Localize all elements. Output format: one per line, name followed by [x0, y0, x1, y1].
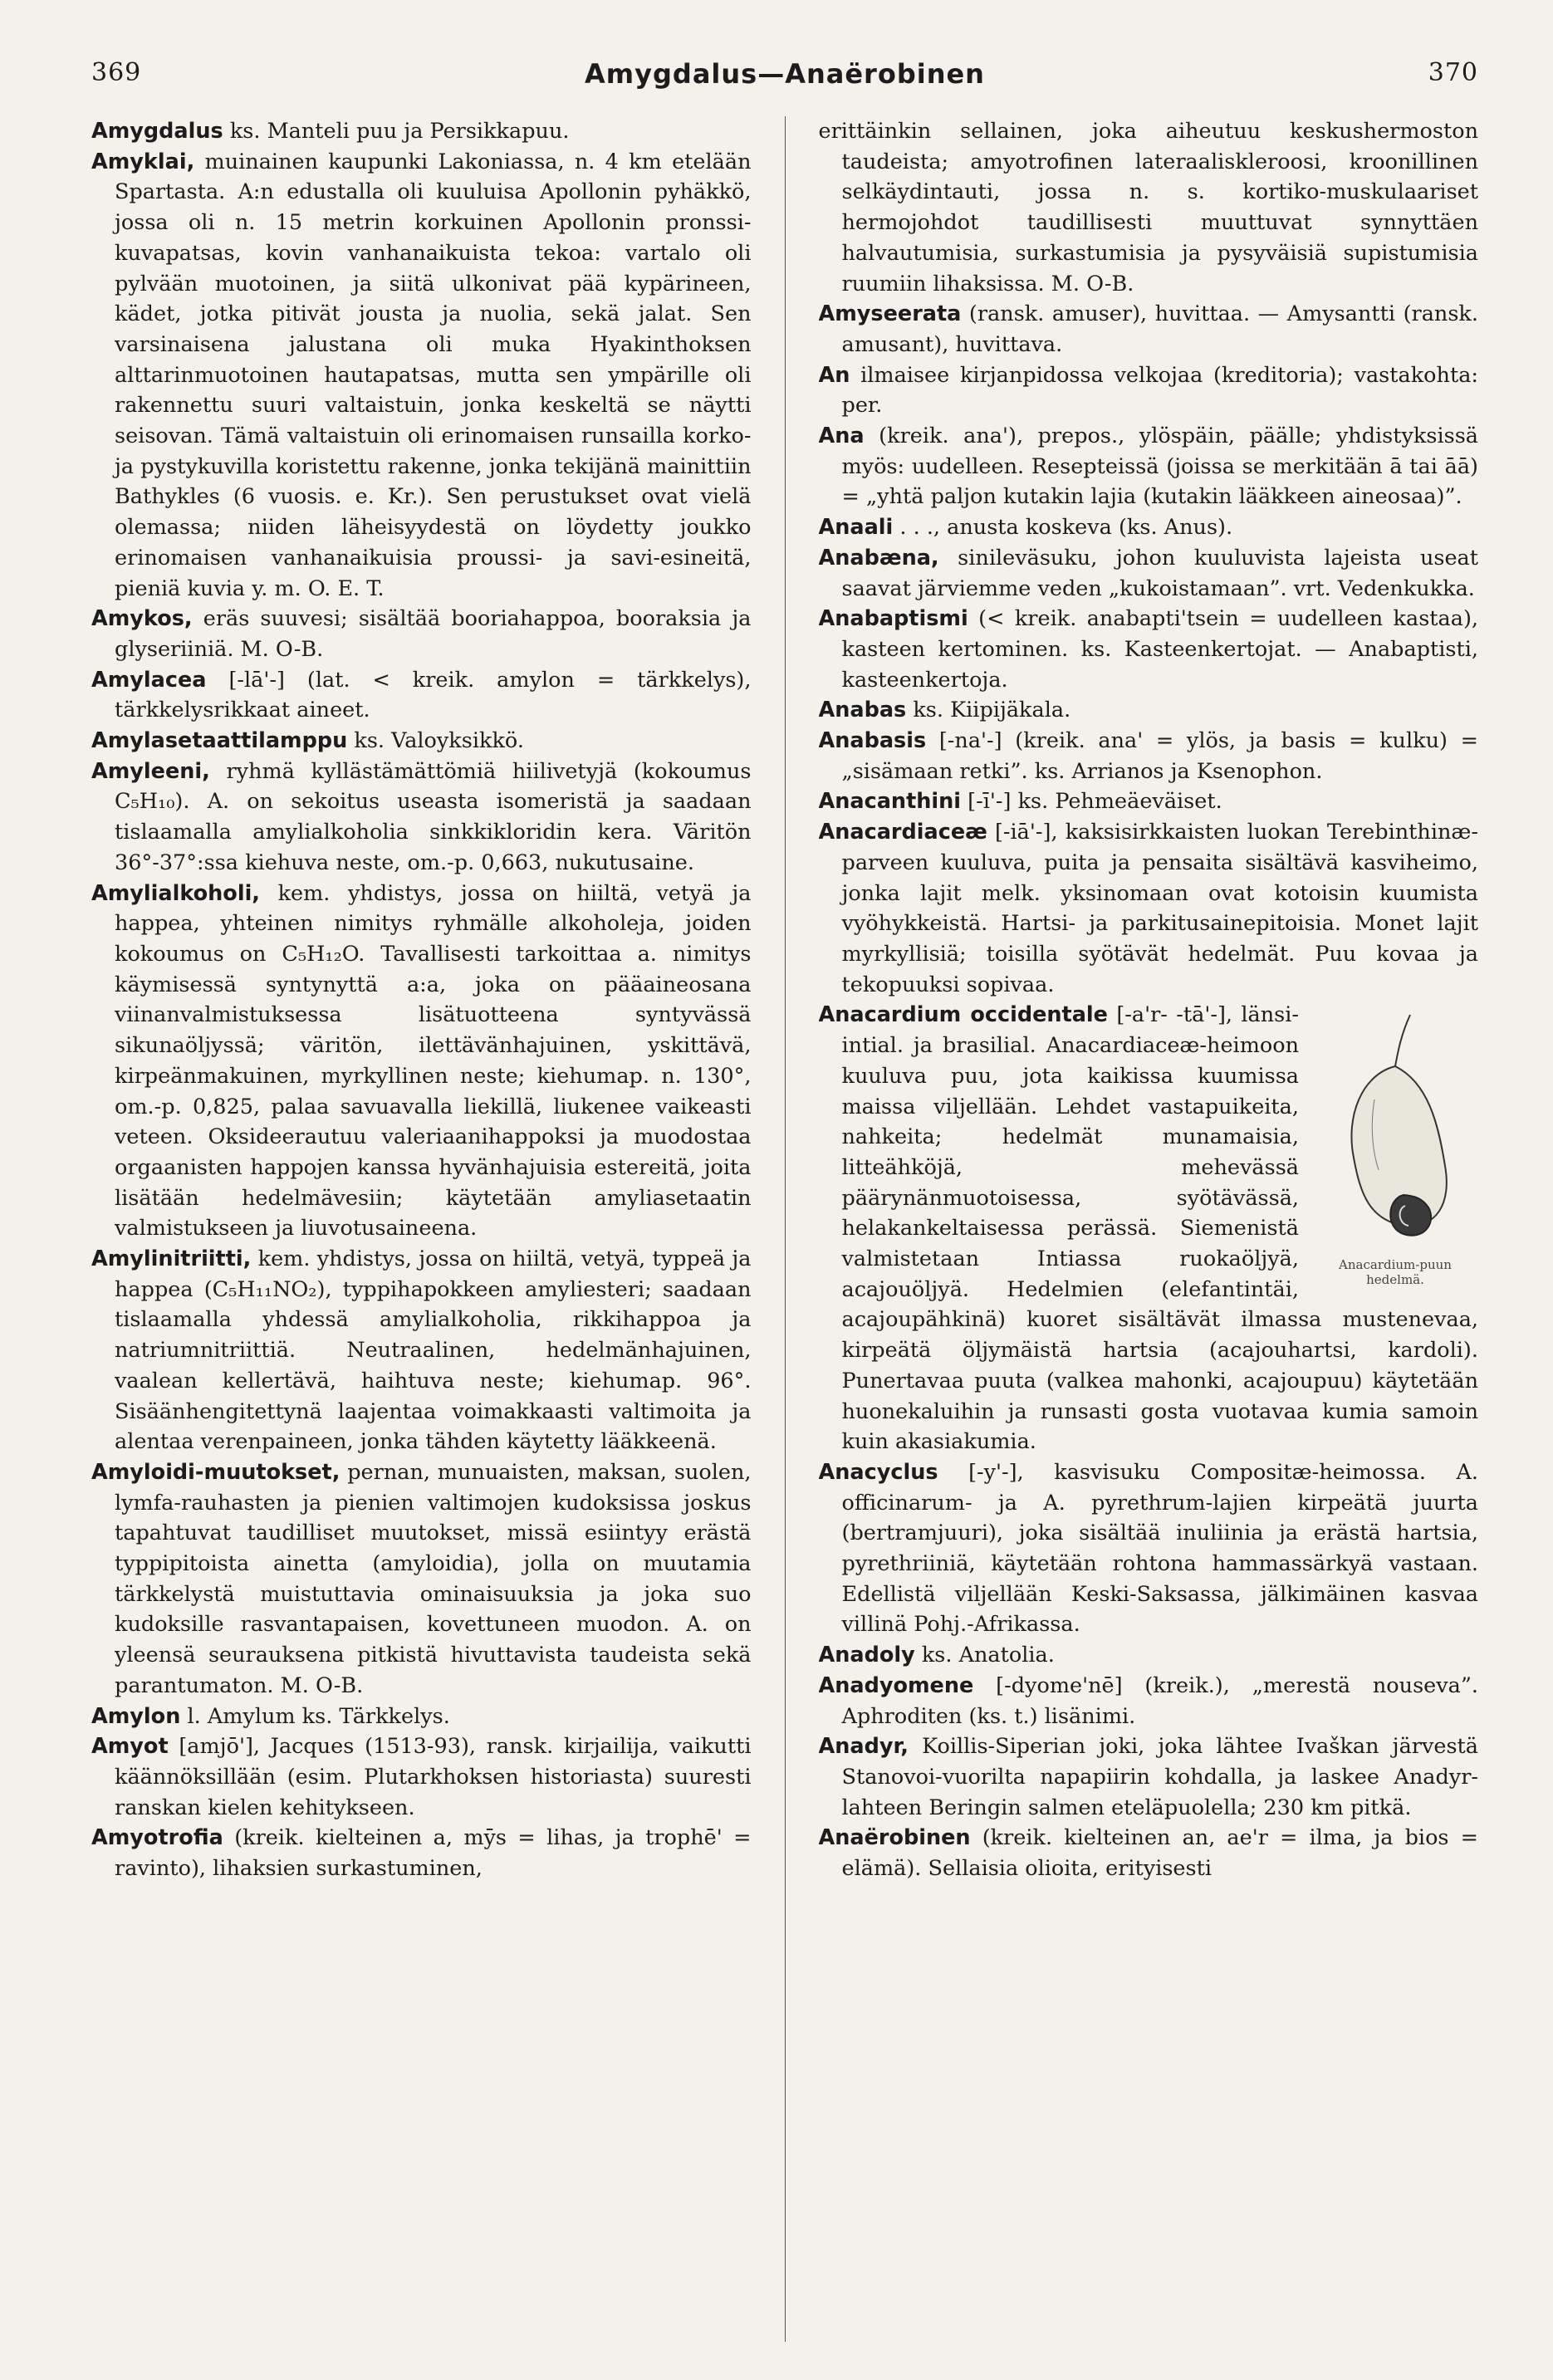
entry-text: pernan, munuaisten, maksan, suolen, lymfa-rauhasten ja pienien valtimojen kudoksissa joskus tapahtuvat taudilliset muutokset, missä esiintyy erästä typpipitoista ainetta (amyloidia), jolla on muutamia tärkkelystä muistuttavia ominaisuuksia ja joka suo kudoksille rasvantapaisen, kovettuneen muodon. A. on yleensä seurauksena pitkistä hivuttavista taudeista sekä parantumaton. M. O-B.: [115, 1459, 752, 1698]
dictionary-entry: [819, 360, 1479, 421]
entry-text: ks. Kiipijäkala.: [906, 698, 1071, 723]
entry-headword: Anacardium occidentale: [818, 1002, 1108, 1028]
entry-text: kem. yhdistys, jossa on hiiltä, vetyä, typpeä ja happea (C₅H₁₁NO₂), typpihapokkeen amyliesteri; saadaan tislaamalla yhdessä amylialkoholia, rikkihappoa ja natriumnitriittiä. Neutraalinen, hedelmänhajuinen, vaalean kellertävä, haihtuva neste; kiehumap. 96°. Sisäänhengitettynä laajentaa voimakkaasti valtimoita ja alentaa verenpaineen, jonka tähden käytetty lääkkeenä.: [115, 1246, 752, 1455]
entry-text: [-y'-], kasvisuku Compositæ-heimossa. A. officinarum- ja A. pyrethrum-lajien kirpeätä juurta (bertramjuuri), joka sisältää inuliinia ja erästä hartsia, pyrethriiniä, käytetään rohtona hammassärkyä vastaan. Edellistä viljellään Keski-Saksassa, jälkimäinen kasvaa villinä Pohj.-Afrikassa.: [841, 1459, 1478, 1638]
entry-headword: Amyloidi-muutokset,: [91, 1459, 340, 1485]
entry-headword: Anacanthini: [818, 789, 962, 815]
dictionary-entry: [91, 147, 752, 605]
dictionary-entry: [91, 1702, 752, 1732]
dictionary-entry: [91, 879, 752, 1244]
dictionary-entry: [819, 1640, 1479, 1671]
dictionary-entry: [91, 1823, 752, 1883]
entry-text: kem. yhdistys, jossa on hiiltä, vetyä ja happea, yhteinen nimitys ryhmälle alkoholeja, joiden kokoumus on C₅H₁₂O. Tavallisesti tarkoittaa a. nimitys käymisessä syntynyttä a:a, joka on pääaineosana viinanvalmistuksessa lisätuotteena syntyvässä sikunaöljyssä; väritön, ilettävänhajuinen, yskittävä, kirpeänmakuinen, myrkyllinen neste; kiehumap. n. 130°, om.-p. 0,825, palaa savuavalla liekillä, liukenee vaikeasti veteen. Oksideerautuu valeriaanihappoksi ja muodostaa orgaanisten happojen kanssa hyvänhajuisia estereitä, joita lisätään hedelmävesiin; käytetään amyliasetaatin valmistukseen ja liuvotusaineena.: [115, 880, 752, 1241]
entry-headword: Anabas: [818, 698, 907, 723]
dictionary-entry: [91, 604, 752, 664]
entry-headword: Amylasetaattilamppu: [91, 728, 348, 754]
entry-headword: Anaërobinen: [818, 1825, 971, 1851]
entry-text: ks. Manteli puu ja Persikkapuu.: [223, 119, 570, 144]
running-title: Amygdalus—Anaërobinen: [585, 58, 985, 90]
entry-headword: Anadyomene: [818, 1672, 974, 1698]
dictionary-entry: [819, 512, 1479, 543]
entry-text: (< kreik. anabapti'tsein = uudelleen kastaa), kasteen kertominen. ks. Kasteenkertojat. — Anabaptisti, kasteenkertoja.: [841, 606, 1478, 693]
dictionary-entry: [819, 1671, 1479, 1731]
dictionary-entry: [819, 786, 1479, 817]
columns: [91, 116, 1478, 2342]
entry-text: ks. Valoyksikkö.: [347, 728, 524, 754]
entry-text: (ransk. amuser), huvittaa. — Amysantti (ransk. amusant), huvittava.: [841, 301, 1478, 357]
entry-text: . . ., anusta koskeva (ks. Anus).: [893, 515, 1233, 541]
column-divider: [785, 116, 786, 2342]
entry-headword: Anadyr,: [818, 1734, 909, 1760]
cashew-fruit-illustration: [1312, 1008, 1478, 1257]
dictionary-entry: [819, 604, 1479, 695]
dictionary-entry: [819, 116, 1479, 299]
dictionary-entry: [91, 757, 752, 879]
entry-headword: Amylacea: [91, 667, 207, 693]
dictionary-entry: [819, 726, 1479, 786]
entry-headword: Anacardiaceæ: [818, 820, 987, 845]
dictionary-entry: [819, 299, 1479, 360]
dictionary-entry: [819, 695, 1479, 726]
figure-caption: Anacardium-puun hedelmä.: [1339, 1257, 1452, 1288]
entry-text: ryhmä kyllästämättömiä hiilivetyjä (kokoumus C₅H₁₀). A. on sekoitus useasta isomeristä ja saadaan tislaamalla amylialkoholia sinkkikloridin kera. Väritön 36°-37°:ssa kiehuva neste, om.-p. 0,663, nukutusaine.: [115, 758, 752, 875]
entry-headword: Amyot: [91, 1734, 169, 1760]
entry-headword: Anadoly: [818, 1643, 915, 1668]
dictionary-entry: [91, 1244, 752, 1457]
dictionary-entry: [819, 421, 1479, 512]
dictionary-entry: [819, 1457, 1479, 1640]
entry-headword: Anaali: [818, 515, 894, 541]
entry-text: (kreik. kielteinen a, mȳs = lihas, ja trophē' = ravinto), lihaksien surkastuminen,: [115, 1825, 752, 1882]
anacardium-figure: [1312, 1008, 1478, 1287]
entry-headword: An: [818, 362, 850, 388]
entry-text: [-na'-] (kreik. ana' = ylös, ja basis = kulku) = „sisämaan retki”. ks. Arrianos ja Ksenophon.: [841, 728, 1478, 784]
entry-text: erittäinkin sellainen, joka aiheutuu keskushermoston taudeista; amyotrofinen lateraaliskleroosi, kroonillinen selkäydintauti, jossa n. s. kortiko-muskulaariset hermojohdot taudillisesti muuttuvat synnyttäen halvautumisia, surkastumisia ja pysyväisiä supistumisia ruumiin lihaksissa. M. O-B.: [818, 119, 1478, 296]
dictionary-entry: [91, 1731, 752, 1823]
dictionary-entry: [819, 1731, 1479, 1823]
entry-text: [amjō'], Jacques (1513-93), ransk. kirjailija, vaikutti käännöksillään (esim. Plutarkhoksen historiasta) suuresti ranskan kielen kehitykseen.: [115, 1734, 752, 1820]
entry-text: ilmaisee kirjanpidossa velkojaa (kreditoria); vastakohta: per.: [841, 362, 1478, 419]
entry-headword: Ana: [818, 424, 865, 449]
entry-headword: Amyotrofia: [91, 1825, 223, 1851]
entry-headword: Amykos,: [91, 606, 193, 632]
dictionary-entry: [91, 1457, 752, 1702]
entry-text: eräs suuvesi; sisältää booriahappoa, booraksia ja glyseriiniä. M. O-B.: [115, 606, 752, 662]
entry-text: (kreik. ana'), prepos., ylöspäin, päälle; yhdistyksissä myös: uudelleen. Resepteissä (joissa se merkitään ā tai āā) = „yhtä paljon kutakin lajia (kutakin lääkkeen aineosaa)”.: [841, 424, 1478, 510]
entry-text: sinileväsuku, johon kuuluvista lajeista useat saavat järviemme veden „kukoistamaan”. vrt. Vedenkukka.: [841, 545, 1478, 601]
dictionary-entry: [91, 665, 752, 726]
page-number-left: 369: [91, 58, 142, 87]
entry-headword: Amylon: [91, 1703, 181, 1729]
entry-headword: Anabaptismi: [818, 606, 968, 632]
entry-headword: Anacyclus: [818, 1459, 938, 1485]
dictionary-entry: [819, 543, 1479, 604]
entry-text: muinainen kaupunki Lakoniassa, n. 4 km etelään Spartasta. A:n edustalla oli kuuluisa Apollonin pyhäkkö, jossa oli n. 15 metrin korkuinen Apollonin pronssi-kuvapatsas, kovin vanhanaikuista tekoa: vartalo oli pylvään muotoinen, ja siitä ulkonivat pää kypärineen, kädet, jotka pitivät jousta ja nuolia, sekä jalat. Sen varsinaisena jalustana oli muka Hyakinthoksen alttarinmuotoinen hautapatsas, mutta sen ympärille oli rakennettu suuri valtaistuin, jonka keskeltä se näytti seisovan. Tämä valtaistuin oli erinomaisen runsailla korko- ja pystykuvilla koristettu rakenne, jonka tekijänä mainittiin Bathykles (6 vuosis. e. Kr.). Sen perustukset ovat vielä olemassa; niiden läheisyydestä on löydetty joukko erinomaisen vanhanaikuisia proussi- ja savi-esineitä, pieniä kuvia y. m. O. E. T.: [115, 149, 752, 601]
entry-headword: Amyklai,: [91, 149, 195, 174]
entry-headword: Amyseerata: [818, 301, 962, 327]
right-column: [819, 116, 1479, 2342]
dictionary-entry: [819, 817, 1479, 1000]
entry-text: [-dyome'nē] (kreik.), „merestä nouseva”. Aphroditen (ks. t.) lisänimi.: [841, 1672, 1478, 1729]
entry-headword: Amylinitriitti,: [91, 1246, 252, 1272]
entry-text: l. Amylum ks. Tärkkelys.: [180, 1703, 450, 1729]
entry-text: [-lā'-] (lat. < kreik. amylon = tärkkelys), tärkkelysrikkaat aineet.: [115, 667, 752, 723]
entry-text: ks. Anatolia.: [914, 1643, 1055, 1668]
entry-text: [-a'r- -tā'-], länsi-intial. ja brasilial. Anacardiaceæ-heimoon kuuluva puu, jota kaikissa kuumissa maissa viljellään. Lehdet vastapuikeita, nahkeita; hedelmät munamaisia, litteähköjä, mehevässä päärynänmuotoisessa, syötävässä, helakankeltaisessa perässä. Siemenistä valmistetaan Intiassa ruokaöljyä, acajouöljyä. Hedelmien (elefantintäi, acajoupähkinä) kuoret sisältävät ilmassa mustenevaa, kirpeätä öljymäistä hartsia (acajouhartsi, kardoli). Punertavaa puuta (valkea mahonki, acajoupuu) käytetään huonekaluihin ja runsasti gosta vuotavaa kumia samoin kuin akasiakumia.: [841, 1002, 1478, 1455]
dictionary-entry: [819, 1823, 1479, 1883]
left-column: [91, 116, 752, 2342]
dictionary-entry: [91, 116, 752, 147]
entry-text: [-iā'-], kaksisirkkaisten luokan Terebinthinæ-parveen kuuluva, puita ja pensaita sisältävä kasviheimo, jonka lajit melk. yksinomaan ovat kotoisin kuumista vyöhykkeistä. Hartsi- ja parkitusainepitoisia. Monet lajit myrkyllisiä; toisilla syötävät hedelmät. Puu kovaa ja tekopuuksi sopivaa.: [841, 820, 1478, 997]
entry-headword: Anabasis: [818, 728, 927, 754]
dictionary-entry: [91, 726, 752, 757]
entry-text: Koillis-Siperian joki, joka lähtee Ivaškan järvestä Stanovoi-vuorilta napapiirin kohdalla, ja laskee Anadyr-lahteen Beringin salmen eteläpuolella; 230 km pitkä.: [841, 1734, 1478, 1820]
entry-headword: Anabæna,: [818, 545, 939, 571]
entry-text: [-ī'-] ks. Pehmeäeväiset.: [961, 789, 1222, 815]
entry-headword: Amygdalus: [91, 119, 223, 144]
page-number-right: 370: [1428, 58, 1478, 87]
entry-headword: Amyleeni,: [91, 758, 210, 784]
entry-headword: Amylialkoholi,: [91, 880, 260, 906]
entry-text: (kreik. kielteinen an, ae'r = ilma, ja bios = elämä). Sellaisia olioita, erityisesti: [841, 1825, 1478, 1882]
page-header: [91, 58, 1478, 116]
